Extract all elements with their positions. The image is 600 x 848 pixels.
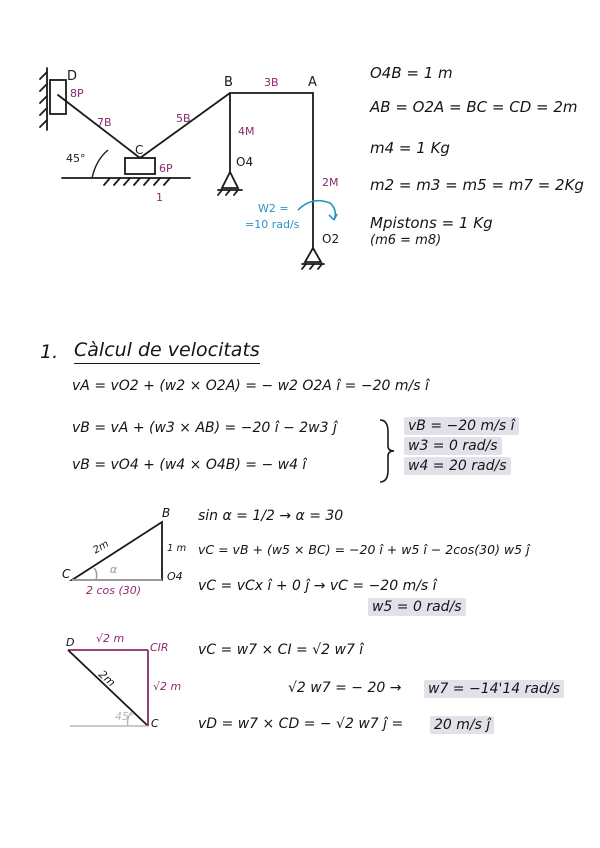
link-cb: [140, 93, 230, 158]
tri1-result-w5: w5 = 0 rad/s: [368, 598, 466, 616]
tri2-label-side: √2 m: [153, 680, 182, 693]
label-body-7: 7B: [97, 116, 112, 129]
label-body-6: 6P: [159, 162, 173, 175]
tri2-result-w7: w7 = −14'14 rad/s: [424, 680, 564, 698]
label-angle: 45°: [66, 152, 86, 165]
tri2-label-cir: CIR: [150, 641, 169, 654]
tri1-label-alpha: α: [110, 563, 118, 576]
o4-support: [222, 172, 238, 188]
tri2-eq-vc: vC = w7 × CI = √2 w7 î: [198, 642, 364, 658]
eq-va: vA = vO2 + (w2 × O2A) = − w2 O2A î = −20 m/s î: [72, 378, 429, 394]
tri2-result-vd: 20 m/s ĵ: [430, 716, 494, 734]
result-w4: w4 = 20 rad/s: [404, 457, 511, 475]
given-line-3: m4 = 1 Kg: [370, 139, 450, 157]
label-point-b: B: [224, 75, 233, 90]
label-point-o2: O2: [322, 232, 340, 246]
tri2-label-d: D: [66, 636, 75, 649]
label-point-a: A: [308, 75, 317, 90]
given-line-4: m2 = m3 = m5 = m7 = 2Kg: [370, 176, 584, 194]
given-line-6: (m6 = m8): [370, 233, 442, 248]
tri1-label-base: 2 cos (30): [86, 584, 142, 597]
wall-hatch: [40, 72, 47, 127]
label-body-3: 3B: [264, 76, 279, 89]
piston-8: [50, 80, 66, 114]
label-point-c: C: [135, 143, 144, 157]
tri1-eq-vc-2: vC = vCx î + 0 ĵ → vC = −20 m/s î: [198, 578, 437, 594]
piston-6: [125, 158, 155, 174]
tri2-eq-vd: vD = w7 × CD = − √2 w7 ĵ =: [198, 716, 404, 732]
angle-arc: [92, 150, 108, 178]
label-body-2: 2M: [322, 176, 339, 189]
tri2-label-c: C: [151, 717, 159, 730]
tri1-label-hyp: 2m: [91, 538, 111, 557]
label-body-1: 1: [156, 191, 163, 204]
ground-hatch: [104, 178, 170, 185]
section-title: Càlcul de velocitats: [74, 339, 260, 364]
tri1-eq-sin: sin α = 1/2 → α = 30: [198, 508, 344, 524]
tri1-eq-vc-1: vC = vB + (w5 × BC) = −20 î + w5 î − 2cos(30) w5 ĵ: [198, 542, 530, 557]
tri1-label-c: C: [62, 567, 71, 581]
omega-arrow: [298, 201, 335, 220]
given-line-5: Mpistons = 1 Kg: [370, 214, 493, 232]
tri2-label-hyp: 2m: [95, 667, 118, 690]
tri2-eq-sqrt: √2 w7 = − 20 →: [288, 680, 402, 696]
label-point-d: D: [67, 69, 78, 84]
tri1-label-o4: O4: [167, 570, 183, 583]
result-w3: w3 = 0 rad/s: [404, 437, 502, 455]
label-body-8: 8P: [70, 87, 84, 100]
label-omega-2: =10 rad/s: [245, 218, 300, 231]
given-line-1: O4B = 1 m: [370, 64, 453, 82]
label-body-5: 5B: [176, 112, 191, 125]
given-line-2: AB = O2A = BC = CD = 2m: [370, 98, 578, 116]
label-point-o4: O4: [236, 155, 254, 169]
tri2-label-angle: 45°: [115, 710, 135, 723]
tri1-label-b: B: [162, 506, 171, 520]
tri2-label-top: √2 m: [96, 632, 125, 645]
label-body-4: 4M: [238, 125, 255, 138]
section-number: 1.: [40, 341, 59, 363]
result-vb: vB = −20 m/s î: [404, 417, 519, 435]
o2-support: [305, 248, 321, 262]
label-omega-1: W2 =: [258, 202, 289, 215]
eq-vb-2: vB = vO4 + (w4 × O4B) = − w4 î: [72, 457, 307, 473]
eq-vb-1: vB = vA + (w3 × AB) = −20 î − 2w3 ĵ: [72, 420, 337, 436]
tri1-label-vert: 1 m: [167, 543, 187, 554]
brace: [376, 418, 396, 484]
mechanism-diagram: [0, 0, 600, 280]
